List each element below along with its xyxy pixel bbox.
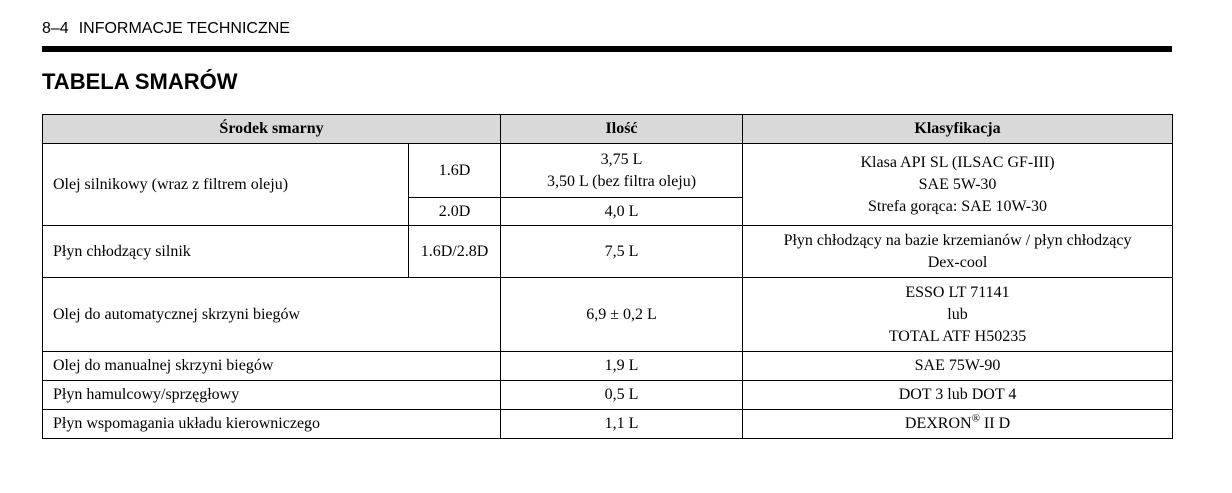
quantity-line: 3,50 L (bez filtra oleju)	[546, 172, 697, 190]
classification-cell	[743, 144, 1173, 226]
lubricant-name: Płyn chłodzący silnik	[43, 226, 409, 278]
page-number: 8–4	[42, 20, 69, 37]
classification-line: SAE 5W-30	[918, 175, 997, 193]
engine-variant: 1.6D	[409, 144, 501, 198]
classification-cell	[743, 226, 1173, 278]
quantity-cell	[501, 144, 743, 198]
table-row	[43, 410, 1173, 439]
quantity-cell: 1,1 L	[501, 410, 743, 439]
quantity-cell: 4,0 L	[501, 198, 743, 226]
column-header-lubricant: Środek smarny	[43, 115, 501, 144]
table-row	[43, 144, 1173, 198]
table-row	[43, 278, 1173, 352]
classification-line: Klasa API SL (ILSAC GF-III)	[860, 153, 1055, 171]
classification-cell: DOT 3 lub DOT 4	[743, 381, 1173, 410]
section-name: INFORMACJE TECHNICZNE	[78, 20, 290, 37]
column-header-quantity: Ilość	[501, 115, 743, 144]
engine-variant: 2.0D	[409, 198, 501, 226]
lubricant-name: Płyn hamulcowy/sprzęgłowy	[43, 381, 501, 410]
classification-cell	[743, 410, 1173, 439]
table-row	[43, 352, 1173, 381]
classification-cell: SAE 75W-90	[743, 352, 1173, 381]
classification-line: lub	[947, 305, 968, 323]
lubricant-name: Olej silnikowy (wraz z filtrem oleju)	[43, 144, 409, 226]
classification-line: Dex-cool	[927, 253, 988, 271]
column-header-classification: Klasyfikacja	[743, 115, 1173, 144]
registered-mark: ®	[971, 412, 980, 425]
page-header	[42, 20, 290, 38]
quantity-cell: 1,9 L	[501, 352, 743, 381]
classification-line: Płyn chłodzący na bazie krzemianów / płyn chłodzący	[783, 231, 1132, 249]
classification-brand: DEXRON	[904, 415, 972, 432]
classification-line: TOTAL ATF H50235	[888, 327, 1027, 345]
lubricant-table	[42, 114, 1173, 439]
table-header-row	[43, 115, 1173, 144]
classification-cell	[743, 278, 1173, 352]
quantity-cell: 6,9 ± 0,2 L	[501, 278, 743, 352]
quantity-line: 3,75 L	[600, 150, 643, 168]
lubricant-name: Płyn wspomagania układu kierowniczego	[43, 410, 501, 439]
classification-suffix: II D	[979, 415, 1011, 432]
lubricant-name: Olej do automatycznej skrzyni biegów	[43, 278, 501, 352]
table-row	[43, 381, 1173, 410]
quantity-cell: 0,5 L	[501, 381, 743, 410]
classification-line: Strefa gorąca: SAE 10W-30	[867, 197, 1048, 215]
page-title: TABELA SMARÓW	[42, 69, 238, 94]
engine-variant: 1.6D/2.8D	[409, 226, 501, 278]
header-rule	[42, 46, 1172, 52]
classification-line: ESSO LT 71141	[905, 283, 1010, 301]
lubricant-name: Olej do manualnej skrzyni biegów	[43, 352, 501, 381]
table-row	[43, 226, 1173, 278]
quantity-cell: 7,5 L	[501, 226, 743, 278]
